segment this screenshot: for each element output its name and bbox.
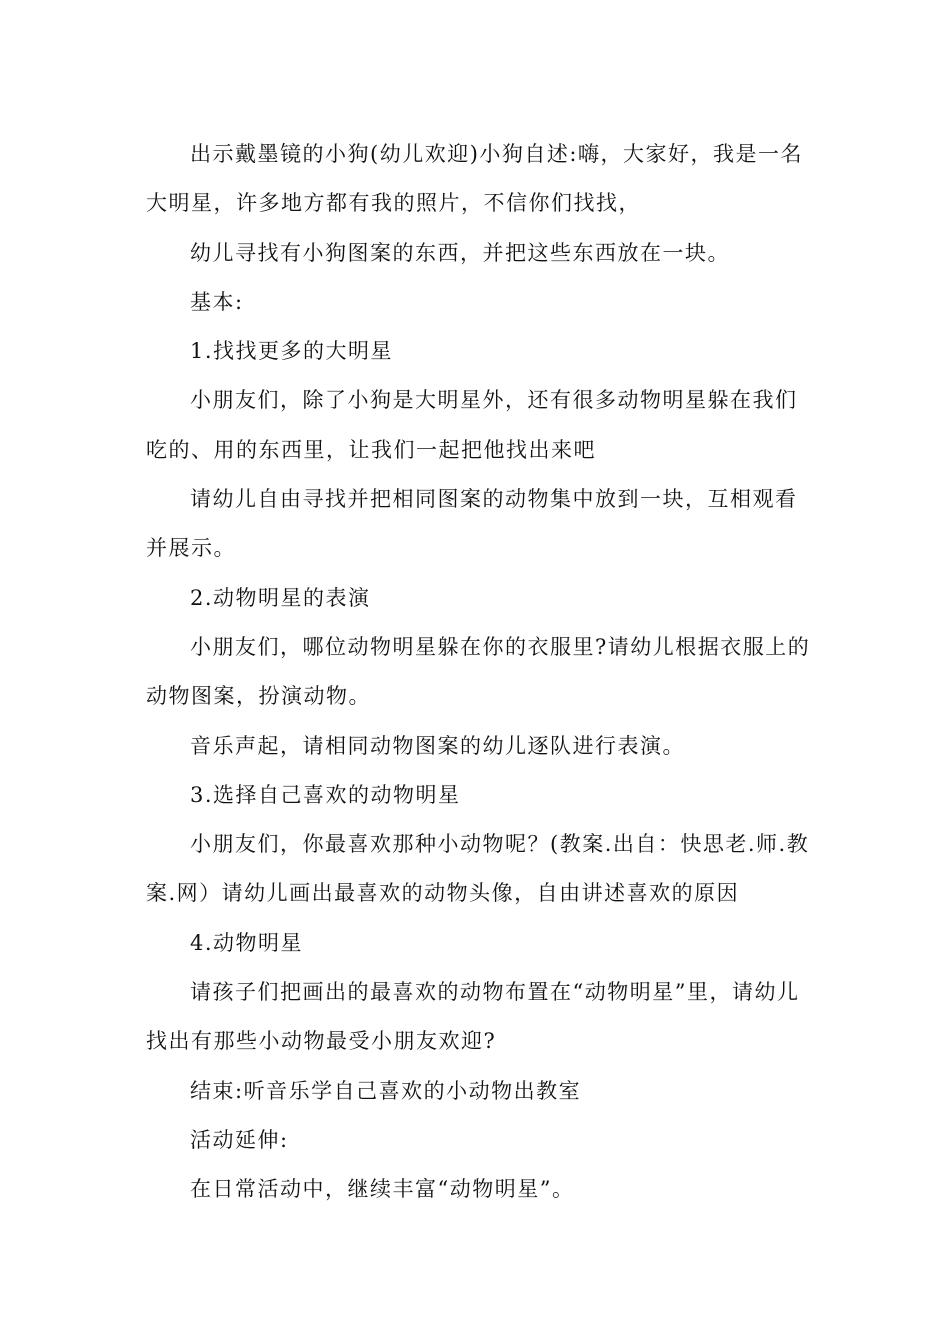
heading-step-3 [146, 771, 812, 820]
text-line: 在日常活动中，继续丰富“动物明星”。 [190, 1177, 575, 1202]
paragraph-step-1-a [146, 376, 812, 475]
paragraph-step-2-a [146, 623, 812, 722]
text-line: 基本: [190, 289, 244, 314]
paragraph-step-3 [146, 820, 812, 919]
paragraph-extension [146, 1165, 812, 1214]
heading-extension [146, 1116, 812, 1165]
paragraph-ending [146, 1067, 812, 1116]
text-line: 吃的、用的东西里，让我们一起把他找出来吧 [146, 437, 596, 462]
text-line: 3.选择自己喜欢的动物明星 [190, 782, 461, 807]
text-line: 1.找找更多的大明星 [190, 339, 394, 364]
text-line: 并展示。 [146, 536, 236, 561]
text-line: 小朋友们，除了小狗是大明星外，还有很多动物明星躲在我们 [190, 388, 798, 413]
text-line: 小朋友们，你最喜欢那种小动物呢？(教案.出自：快思老.师. [190, 832, 787, 857]
text-line: 教案.网）请幼儿画出最喜欢的动物头像，自由讲述喜欢的原因 [146, 832, 810, 906]
paragraph-search [146, 229, 812, 278]
document-body [146, 130, 812, 1215]
text-line: 大明星，许多地方都有我的照片，不信你们找找， [146, 191, 641, 216]
text-line: 2.动物明星的表演 [190, 585, 371, 610]
paragraph-step-4 [146, 968, 812, 1067]
text-line: 音乐声起，请相同动物图案的幼儿逐队进行表演。 [190, 733, 685, 758]
paragraph-step-2-b [146, 722, 812, 771]
text-line: 活动延伸: [190, 1127, 289, 1152]
heading-step-4 [146, 919, 812, 968]
text-line: 请幼儿自由寻找并把相同图案的动物集中放到一块，互相观看 [190, 487, 798, 512]
text-line: 儿找出有那些小动物最受小朋友欢迎? [146, 980, 800, 1054]
text-line: 结束:听音乐学自己喜欢的小动物出教室 [190, 1078, 582, 1103]
heading-step-1 [146, 327, 812, 376]
paragraph-step-1-b [146, 475, 812, 574]
paragraph-intro [146, 130, 812, 229]
heading-basic [146, 278, 812, 327]
text-line: 出示戴墨镜的小狗(幼儿欢迎)小狗自述:嗨，大家好，我是一名 [190, 142, 803, 166]
heading-step-2 [146, 574, 812, 623]
text-line: 动物图案，扮演动物。 [146, 684, 371, 709]
text-line: 小朋友们，哪位动物明星躲在你的衣服里?请幼儿根据衣服上的 [190, 634, 811, 659]
text-line: 4.动物明星 [190, 930, 304, 955]
text-line: 请孩子们把画出的最喜欢的动物布置在“动物明星”里，请幼 [190, 980, 777, 1005]
text-line: 幼儿寻找有小狗图案的东西，并把这些东西放在一块。 [190, 240, 730, 265]
